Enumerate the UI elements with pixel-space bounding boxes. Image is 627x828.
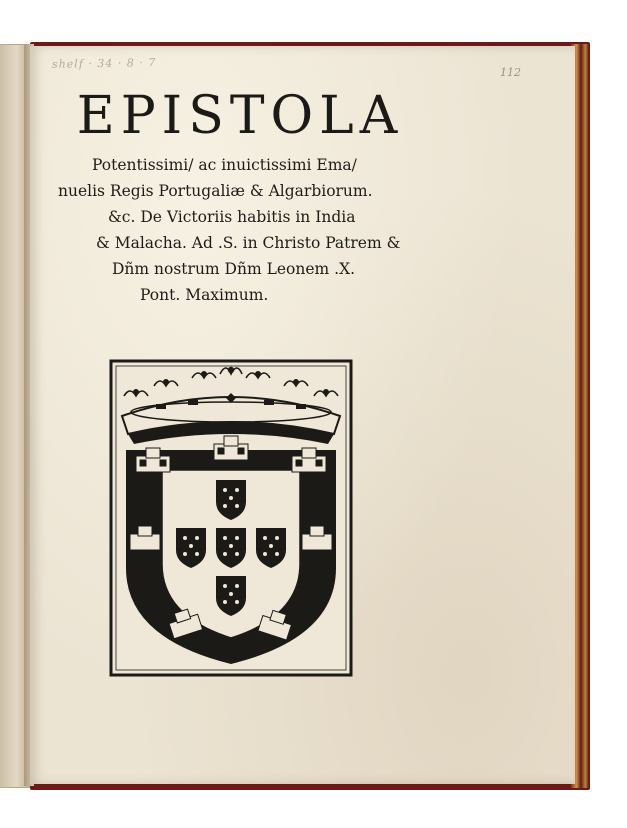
text-line: &c. De Victoriis habitis in India [108,208,356,226]
folio-number: 112 [500,66,521,79]
text-line: Dñm nostrum Dñm Leonem .X. [112,260,356,278]
text-line: & Malacha. Ad .S. in Christo Patrem & [96,234,401,252]
text-line: nuelis Regis Portugaliæ & Algarbiorum. [58,182,373,200]
text-line: Potentissimi/ ac inuictissimi Ema/ [92,156,357,174]
page-title: EPISTOLA [76,86,404,146]
pencil-annotation: shelf · 34 · 8 · 7 [51,56,157,71]
text-line: Pont. Maximum. [140,286,269,304]
title-text-block [40,152,440,308]
coat-of-arms-woodcut [108,358,354,678]
